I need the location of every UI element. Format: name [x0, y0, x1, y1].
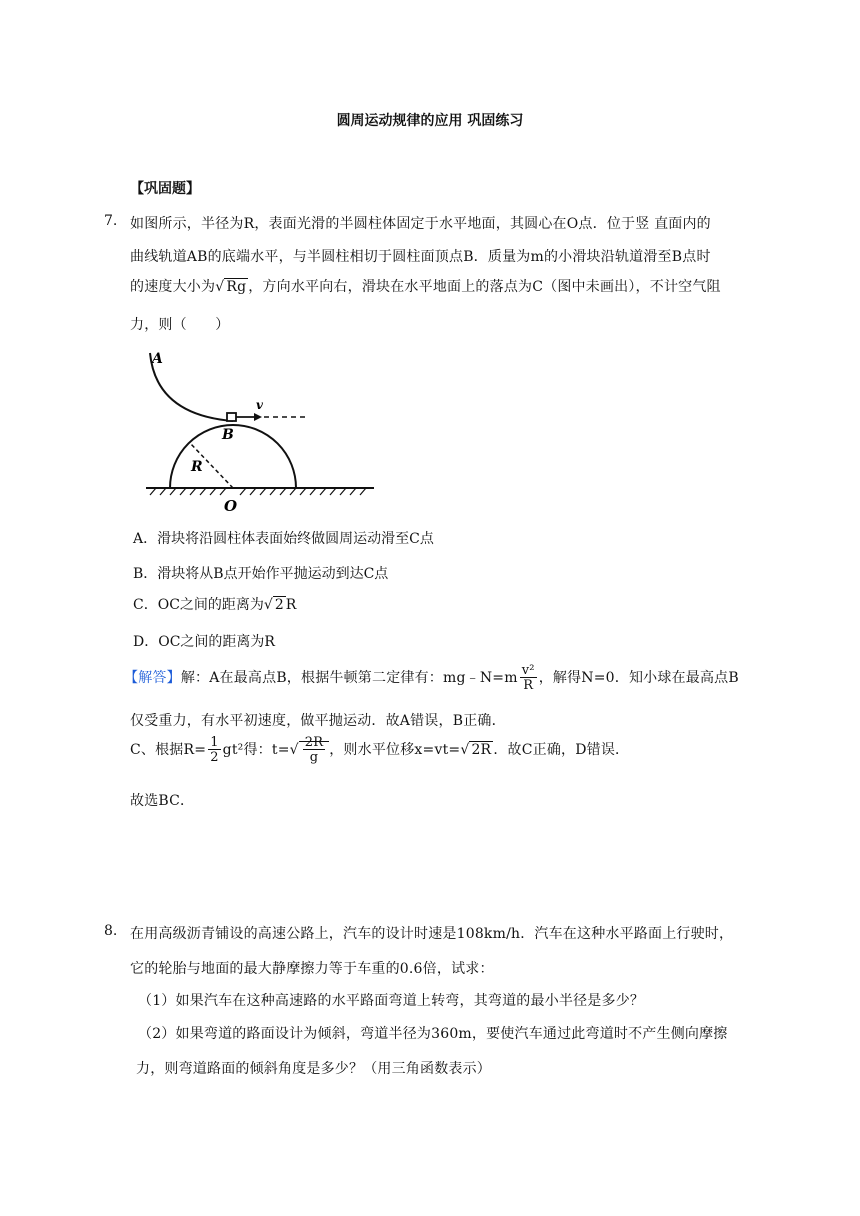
ground-hatching	[150, 488, 366, 495]
sqrt-2-r: √ 2R	[460, 742, 492, 758]
option-b: B．滑块将从B点开始作平抛运动到达C点	[133, 566, 389, 582]
section-heading: 【巩固题】	[130, 181, 200, 197]
answer-m: m	[504, 670, 518, 686]
page-title: 圆周运动规律的应用 巩固练习	[336, 113, 524, 129]
answer-line-4: 故选BC．	[130, 793, 195, 809]
question-7-line-3-text-b: ，方向水平向右，滑块在水平地面上的落点为C（图中未画出），不计空气阻	[248, 279, 721, 295]
sqrt-2r-over-g: √ $\frac{2R}{g}$	[290, 736, 330, 764]
answer-line-1-text-a: 解：A在最高点B，根据牛顿第二定律有：mg﹣N=	[180, 670, 505, 686]
slider-block	[227, 413, 236, 421]
velocity-arrowhead	[254, 413, 262, 421]
answer-line-1-text-b: ，解得N=0．知小球在最高点B	[538, 670, 739, 686]
option-c	[133, 594, 296, 614]
answer-line-3	[130, 736, 629, 764]
question-7-line-3	[130, 276, 721, 296]
question-8-number: 8.	[104, 923, 118, 939]
fraction-2r-num: 2R	[304, 735, 324, 750]
question-7-line-1: 如图所示，半径为R，表面光滑的半圆柱体固定于水平地面，其圆心在O点．位于竖 直面内的	[130, 216, 711, 232]
sqrt-rg-body: Rg	[226, 279, 247, 295]
fraction-v2-den: R	[523, 678, 534, 693]
answer-line-3-text-a: C、根据R=	[130, 742, 207, 758]
answer-line-3-text-b: gt²得：t=	[222, 742, 290, 758]
fraction-g-den: g	[309, 750, 319, 765]
option-a: A．滑块将沿圆柱体表面始终做圆周运动滑至C点	[133, 531, 434, 547]
question-8-sub-2a: （2）如果弯道的路面设计为倾斜，弯道半径为360m，要使汽车通过此弯道时不产生侧向摩擦	[138, 1026, 728, 1042]
answer-line-2: 仅受重力，有水平初速度，做平抛运动．故A错误，B正确．	[130, 713, 506, 729]
question-8-sub-2b: 力，则弯道路面的倾斜角度是多少？（用三角函数表示）	[136, 1061, 491, 1077]
question-8-sub-1: （1）如果汽车在这种高速路的水平路面弯道上转弯，其弯道的最小半径是多少？	[138, 993, 645, 1009]
option-d: D．OC之间的距离为R	[133, 634, 275, 650]
semicylinder-figure	[138, 345, 384, 515]
answer-tag: 【解答】	[124, 670, 181, 686]
question-7-line-3-text-a: 的速度大小为	[130, 279, 216, 295]
question-7-number: 7.	[104, 213, 118, 229]
question-7-line-2: 曲线轨道AB的底端水平，与半圆柱相切于圆柱面顶点B．质量为m的小滑块沿轨道滑至B点时	[130, 249, 711, 265]
fraction-half-num: 1	[210, 735, 219, 750]
label-b: B	[222, 427, 234, 443]
fraction-half-den: 2	[210, 750, 219, 765]
sqrt-rg: √ Rg	[215, 279, 247, 295]
option-c-text: C．OC之间的距离为	[133, 597, 264, 613]
fraction-v2-num: v²	[521, 663, 535, 678]
label-a: A	[152, 351, 163, 367]
answer-line-3-text-c: ，则水平位移x=vt=	[329, 742, 461, 758]
label-o: O	[224, 497, 238, 515]
fraction-2r-over-g	[303, 736, 325, 764]
sqrt-2-r-body: 2R	[471, 742, 492, 758]
question-7-line-4: 力，则（ ）	[130, 317, 230, 333]
fraction-v2-over-r	[520, 664, 537, 692]
answer-line-1	[124, 664, 739, 692]
question-8-line-2: 它的轮胎与地面的最大静摩擦力等于车重的0.6倍，试求：	[130, 961, 494, 977]
option-c-unit: R	[285, 597, 297, 613]
label-v: v	[256, 398, 263, 412]
sqrt-2-body: 2	[274, 597, 284, 613]
answer-line-3-text-d: ．故C正确，D错误．	[493, 742, 630, 758]
fraction-one-half	[208, 736, 220, 764]
question-8-line-1: 在用高级沥青铺设的高速公路上，汽车的设计时速是108km/h．汽车在这种水平路面上行驶时，	[130, 926, 734, 942]
label-r: R	[191, 459, 203, 475]
sqrt-2: √ 2	[263, 597, 284, 613]
